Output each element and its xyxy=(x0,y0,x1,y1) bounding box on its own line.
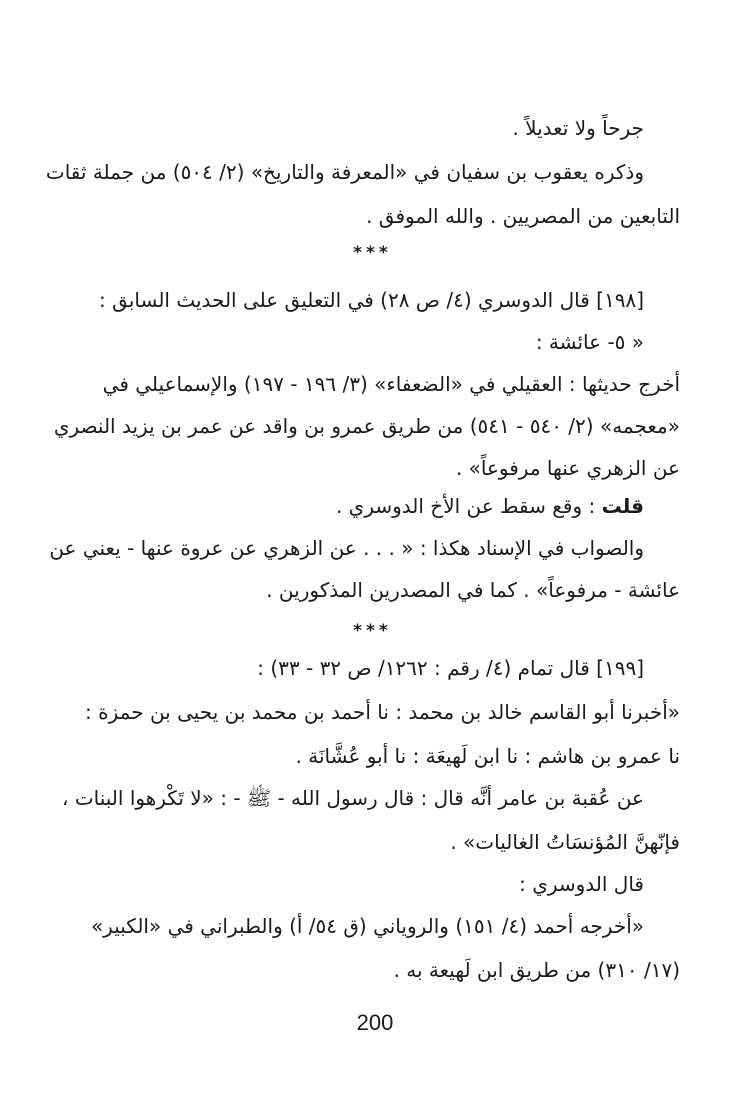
text-line-14: عن عُقبة بن عامر أنَّه قال : قال رسول الله - ﷺ - : «لا تَكْرهوا البنات ، xyxy=(62,786,644,810)
text-line-1: جرحاً ولا تعديلاً . xyxy=(512,116,644,140)
text-line-11: [١٩٩] قال تمام (٤/ رقم : ١٢٦٢/ ص ٣٢ - ٣٣) : xyxy=(257,656,644,680)
text-line-12: «أخبرنا أبو القاسم خالد بن محمد : نا أحمد بن محمد بن يحيى بن حمزة : xyxy=(85,700,680,724)
section-separator-2: *** xyxy=(353,621,392,641)
text-line-6: أخرج حديثها : العقيلي في «الضعفاء» (٣/ ١٩٦ - ١٩٧) والإسماعيلي في xyxy=(102,372,680,396)
text-line-3: التابعين من المصريين . والله الموفق . xyxy=(366,204,680,228)
qultu-label: قلت xyxy=(601,494,644,518)
text-line-8: عن الزهري عنها مرفوعاً» . xyxy=(455,456,680,480)
text-line-17: «أخرجه أحمد (٤/ ١٥١) والروياني (ق ٥٤/ أ) والطبراني في «الكبير» xyxy=(90,914,644,938)
section-separator-1: *** xyxy=(353,243,392,263)
text-line-5: « ٥- عائشة : xyxy=(535,330,644,354)
text-line-10: عائشة - مرفوعاً» . كما في المصدرين المذكورين . xyxy=(266,578,680,602)
text-line-18: (١٧/ ٣١٠) من طريق ابن لَهيعة به . xyxy=(393,958,680,982)
text-line-9: والصواب في الإسناد هكذا : « . . . عن الزهري عن عروة عنها - يعني عن xyxy=(49,536,644,560)
text-line-2: وذكره يعقوب بن سفيان في «المعرفة والتاريخ» (٢/ ٥٠٤) من جملة ثقات xyxy=(45,160,644,184)
text-line-7: «معجمه» (٢/ ٥٤٠ - ٥٤١) من طريق عمرو بن واقد عن عمر بن يزيد النصري xyxy=(53,414,680,438)
qultu-text: : وقع سقط عن الأخ الدوسري . xyxy=(335,494,596,518)
text-line-4: [١٩٨] قال الدوسري (٤/ ص ٢٨) في التعليق على الحديث السابق : xyxy=(99,288,644,312)
page-body xyxy=(45,108,680,1103)
page-number: 200 xyxy=(356,1010,394,1035)
text-line-15: فإنّهنَّ المُؤنسَاتُ الغاليات» . xyxy=(450,830,680,854)
text-line-16: قال الدوسري : xyxy=(519,872,644,896)
qultu-line xyxy=(65,486,644,526)
text-line-13: نا عمرو بن هاشم : نا ابن لَهيعَة : نا أبو عُشَّانَة . xyxy=(295,744,680,768)
